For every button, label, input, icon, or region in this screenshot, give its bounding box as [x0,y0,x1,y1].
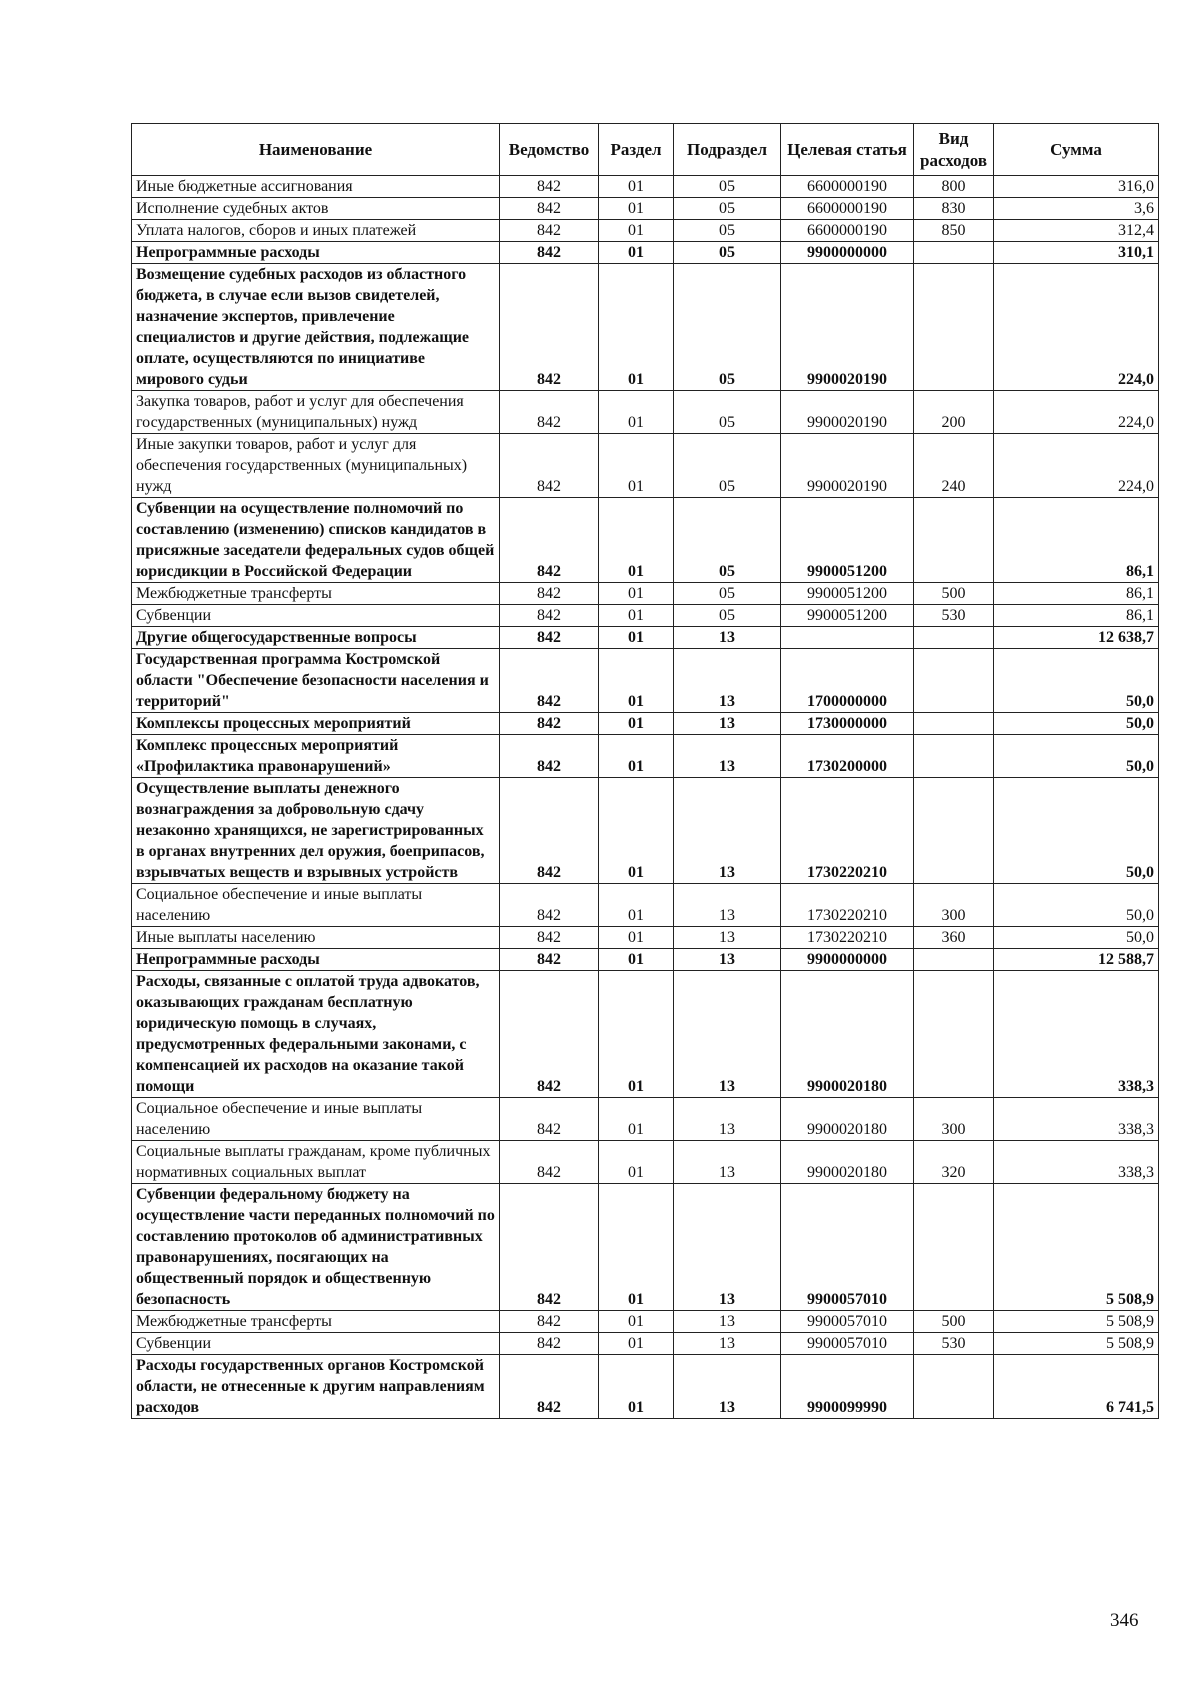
table-row [132,1311,1159,1333]
row-vid-cell: 530 [914,1333,994,1355]
row-vid-cell: 240 [914,434,994,498]
row-vid-cell [914,498,994,583]
row-summa-cell: 224,0 [994,434,1159,498]
row-name-cell: Комплексы процессных мероприятий [132,713,500,735]
row-celevaya-cell: 6600000190 [781,220,914,242]
table-row [132,583,1159,605]
header-summa: Сумма [994,124,1159,176]
row-vid-cell: 360 [914,927,994,949]
row-summa-cell: 86,1 [994,605,1159,627]
row-vid-cell: 300 [914,884,994,927]
row-podrazdel-cell: 05 [674,242,781,264]
row-razdel-cell: 01 [599,1098,674,1141]
row-podrazdel-cell: 05 [674,605,781,627]
table-row [132,434,1159,498]
row-vid-cell [914,649,994,713]
table-row [132,1184,1159,1311]
row-celevaya-cell: 1700000000 [781,649,914,713]
table-row [132,1355,1159,1419]
row-name-cell: Субвенции федеральному бюджету на осуществление части переданных полномочий по составлению протоколов об административных правонарушениях, посягающих на общественный порядок и общественную безопасность [132,1184,500,1311]
table-row [132,498,1159,583]
row-name-cell: Возмещение судебных расходов из областного бюджета, в случае если вызов свидетелей, назначение экспертов, привлечение специалистов и другие действия, подлежащие оплате, осуществляются по инициативе мирового судьи [132,264,500,391]
row-vid-cell: 500 [914,583,994,605]
row-podrazdel-cell: 05 [674,176,781,198]
row-podrazdel-cell: 13 [674,713,781,735]
row-name-cell: Социальные выплаты гражданам, кроме публичных нормативных социальных выплат [132,1141,500,1184]
row-podrazdel-cell: 05 [674,198,781,220]
row-celevaya-cell: 9900020190 [781,391,914,434]
row-summa-cell: 224,0 [994,391,1159,434]
row-vedomstvo-cell: 842 [500,713,599,735]
row-razdel-cell: 01 [599,264,674,391]
row-name-cell: Закупка товаров, работ и услуг для обеспечения государственных (муниципальных) нужд [132,391,500,434]
table-row [132,176,1159,198]
row-vedomstvo-cell: 842 [500,434,599,498]
row-vid-cell: 850 [914,220,994,242]
page-number: 346 [1110,1610,1139,1631]
row-celevaya-cell: 6600000190 [781,176,914,198]
table-row [132,884,1159,927]
row-vid-cell: 800 [914,176,994,198]
row-vid-cell [914,778,994,884]
table-row [132,971,1159,1098]
row-vedomstvo-cell: 842 [500,220,599,242]
row-razdel-cell: 01 [599,884,674,927]
row-celevaya-cell: 9900051200 [781,498,914,583]
row-razdel-cell: 01 [599,1141,674,1184]
table-row [132,778,1159,884]
row-vid-cell [914,971,994,1098]
row-vid-cell [914,735,994,778]
row-podrazdel-cell: 13 [674,1141,781,1184]
row-summa-cell: 50,0 [994,778,1159,884]
row-celevaya-cell: 9900051200 [781,605,914,627]
row-summa-cell: 5 508,9 [994,1311,1159,1333]
row-razdel-cell: 01 [599,434,674,498]
row-name-cell: Социальное обеспечение и иные выплаты населению [132,884,500,927]
row-celevaya-cell: 9900020180 [781,1098,914,1141]
row-celevaya-cell: 9900020180 [781,971,914,1098]
table-row [132,713,1159,735]
row-razdel-cell: 01 [599,498,674,583]
budget-table [131,123,1159,1419]
row-razdel-cell: 01 [599,605,674,627]
row-summa-cell: 50,0 [994,927,1159,949]
row-vedomstvo-cell: 842 [500,498,599,583]
row-celevaya-cell: 9900020190 [781,264,914,391]
row-name-cell: Субвенции на осуществление полномочий по составлению (изменению) списков кандидатов в присяжные заседатели федеральных судов общей юрисдикции в Российской Федерации [132,498,500,583]
row-podrazdel-cell: 05 [674,434,781,498]
row-podrazdel-cell: 13 [674,627,781,649]
row-name-cell: Комплекс процессных мероприятий «Профилактика правонарушений» [132,735,500,778]
row-celevaya-cell: 9900057010 [781,1333,914,1355]
row-podrazdel-cell: 13 [674,649,781,713]
row-vid-cell [914,713,994,735]
row-vedomstvo-cell: 842 [500,242,599,264]
row-podrazdel-cell: 13 [674,778,781,884]
row-vedomstvo-cell: 842 [500,1355,599,1419]
table-row [132,927,1159,949]
row-razdel-cell: 01 [599,176,674,198]
row-name-cell: Субвенции [132,1333,500,1355]
row-summa-cell: 5 508,9 [994,1184,1159,1311]
row-name-cell: Иные выплаты населению [132,927,500,949]
row-podrazdel-cell: 13 [674,1333,781,1355]
row-razdel-cell: 01 [599,735,674,778]
row-vedomstvo-cell: 842 [500,264,599,391]
row-podrazdel-cell: 13 [674,1184,781,1311]
row-vid-cell: 200 [914,391,994,434]
table-row [132,264,1159,391]
row-summa-cell: 50,0 [994,884,1159,927]
row-celevaya-cell: 9900057010 [781,1184,914,1311]
row-name-cell: Межбюджетные трансферты [132,1311,500,1333]
row-celevaya-cell: 9900020180 [781,1141,914,1184]
row-name-cell: Непрограммные расходы [132,242,500,264]
row-vedomstvo-cell: 842 [500,605,599,627]
row-podrazdel-cell: 05 [674,220,781,242]
table-row [132,1333,1159,1355]
row-summa-cell: 3,6 [994,198,1159,220]
row-vedomstvo-cell: 842 [500,1333,599,1355]
row-name-cell: Социальное обеспечение и иные выплаты населению [132,1098,500,1141]
row-vedomstvo-cell: 842 [500,583,599,605]
row-razdel-cell: 01 [599,1355,674,1419]
row-vedomstvo-cell: 842 [500,198,599,220]
header-podrazdel: Подраздел [674,124,781,176]
row-vedomstvo-cell: 842 [500,1311,599,1333]
row-razdel-cell: 01 [599,778,674,884]
row-celevaya-cell: 9900000000 [781,949,914,971]
row-vid-cell: 830 [914,198,994,220]
row-vedomstvo-cell: 842 [500,649,599,713]
header-vid-raskhodov: Вид расходов [914,124,994,176]
row-vid-cell: 300 [914,1098,994,1141]
row-razdel-cell: 01 [599,1311,674,1333]
row-vedomstvo-cell: 842 [500,627,599,649]
row-podrazdel-cell: 05 [674,583,781,605]
row-podrazdel-cell: 13 [674,884,781,927]
table-row [132,220,1159,242]
row-celevaya-cell: 1730220210 [781,884,914,927]
row-celevaya-cell: 9900020190 [781,434,914,498]
row-celevaya-cell: 9900000000 [781,242,914,264]
row-razdel-cell: 01 [599,1184,674,1311]
row-celevaya-cell: 1730200000 [781,735,914,778]
row-vedomstvo-cell: 842 [500,971,599,1098]
header-name: Наименование [132,124,500,176]
row-vid-cell [914,242,994,264]
row-vedomstvo-cell: 842 [500,884,599,927]
row-razdel-cell: 01 [599,927,674,949]
table-row [132,605,1159,627]
row-razdel-cell: 01 [599,583,674,605]
row-razdel-cell: 01 [599,391,674,434]
row-summa-cell: 86,1 [994,583,1159,605]
row-vedomstvo-cell: 842 [500,735,599,778]
row-vid-cell: 320 [914,1141,994,1184]
row-podrazdel-cell: 13 [674,1098,781,1141]
table-row [132,1098,1159,1141]
row-vid-cell [914,1184,994,1311]
row-razdel-cell: 01 [599,949,674,971]
row-name-cell: Расходы государственных органов Костромской области, не отнесенные к другим направлениям расходов [132,1355,500,1419]
row-name-cell: Субвенции [132,605,500,627]
table-row [132,627,1159,649]
row-vedomstvo-cell: 842 [500,1098,599,1141]
row-summa-cell: 316,0 [994,176,1159,198]
row-vedomstvo-cell: 842 [500,391,599,434]
row-razdel-cell: 01 [599,713,674,735]
row-celevaya-cell: 6600000190 [781,198,914,220]
row-name-cell: Уплата налогов, сборов и иных платежей [132,220,500,242]
row-podrazdel-cell: 13 [674,1311,781,1333]
row-summa-cell: 12 588,7 [994,949,1159,971]
row-celevaya-cell: 1730220210 [781,927,914,949]
row-summa-cell: 338,3 [994,971,1159,1098]
row-podrazdel-cell: 13 [674,927,781,949]
table-row [132,242,1159,264]
row-name-cell: Непрограммные расходы [132,949,500,971]
row-podrazdel-cell: 05 [674,498,781,583]
row-name-cell: Иные бюджетные ассигнования [132,176,500,198]
header-celevaya-statya: Целевая статья [781,124,914,176]
row-summa-cell: 12 638,7 [994,627,1159,649]
header-vedomstvo: Ведомство [500,124,599,176]
table-row [132,949,1159,971]
row-razdel-cell: 01 [599,1333,674,1355]
row-vid-cell [914,264,994,391]
row-podrazdel-cell: 05 [674,264,781,391]
row-name-cell: Межбюджетные трансферты [132,583,500,605]
row-summa-cell: 338,3 [994,1141,1159,1184]
row-celevaya-cell: 1730000000 [781,713,914,735]
table-header-row [132,124,1159,176]
row-celevaya-cell: 1730220210 [781,778,914,884]
row-name-cell: Другие общегосударственные вопросы [132,627,500,649]
row-podrazdel-cell: 13 [674,1355,781,1419]
row-vedomstvo-cell: 842 [500,927,599,949]
table-row [132,391,1159,434]
row-vedomstvo-cell: 842 [500,1141,599,1184]
row-podrazdel-cell: 13 [674,735,781,778]
row-celevaya-cell: 9900057010 [781,1311,914,1333]
row-podrazdel-cell: 13 [674,949,781,971]
row-vid-cell [914,627,994,649]
table-body [132,176,1159,1419]
row-podrazdel-cell: 13 [674,971,781,1098]
row-celevaya-cell [781,627,914,649]
row-razdel-cell: 01 [599,971,674,1098]
row-vid-cell: 500 [914,1311,994,1333]
row-summa-cell: 86,1 [994,498,1159,583]
table-row [132,735,1159,778]
row-summa-cell: 338,3 [994,1098,1159,1141]
row-summa-cell: 5 508,9 [994,1333,1159,1355]
row-name-cell: Государственная программа Костромской области "Обеспечение безопасности населения и территорий" [132,649,500,713]
row-razdel-cell: 01 [599,220,674,242]
row-vedomstvo-cell: 842 [500,176,599,198]
row-vedomstvo-cell: 842 [500,778,599,884]
row-celevaya-cell: 9900051200 [781,583,914,605]
row-name-cell: Осуществление выплаты денежного вознаграждения за добровольную сдачу незаконно хранящихся, не зарегистрированных в органах внутренних дел оружия, боеприпасов, взрывчатых веществ и взрывных устройств [132,778,500,884]
header-razdel: Раздел [599,124,674,176]
row-summa-cell: 310,1 [994,242,1159,264]
row-summa-cell: 312,4 [994,220,1159,242]
row-celevaya-cell: 9900099990 [781,1355,914,1419]
row-podrazdel-cell: 05 [674,391,781,434]
row-summa-cell: 50,0 [994,713,1159,735]
row-summa-cell: 224,0 [994,264,1159,391]
row-razdel-cell: 01 [599,198,674,220]
row-razdel-cell: 01 [599,242,674,264]
row-name-cell: Иные закупки товаров, работ и услуг для обеспечения государственных (муниципальных) нужд [132,434,500,498]
row-vedomstvo-cell: 842 [500,949,599,971]
row-vid-cell: 530 [914,605,994,627]
table-row [132,198,1159,220]
row-summa-cell: 50,0 [994,735,1159,778]
row-razdel-cell: 01 [599,627,674,649]
row-summa-cell: 6 741,5 [994,1355,1159,1419]
row-summa-cell: 50,0 [994,649,1159,713]
row-name-cell: Исполнение судебных актов [132,198,500,220]
row-vedomstvo-cell: 842 [500,1184,599,1311]
table-row [132,649,1159,713]
row-vid-cell [914,949,994,971]
row-vid-cell [914,1355,994,1419]
table-row [132,1141,1159,1184]
row-name-cell: Расходы, связанные с оплатой труда адвокатов, оказывающих гражданам бесплатную юридическую помощь в случаях, предусмотренных федеральными законами, с компенсацией их расходов на оказание такой помощи [132,971,500,1098]
row-razdel-cell: 01 [599,649,674,713]
